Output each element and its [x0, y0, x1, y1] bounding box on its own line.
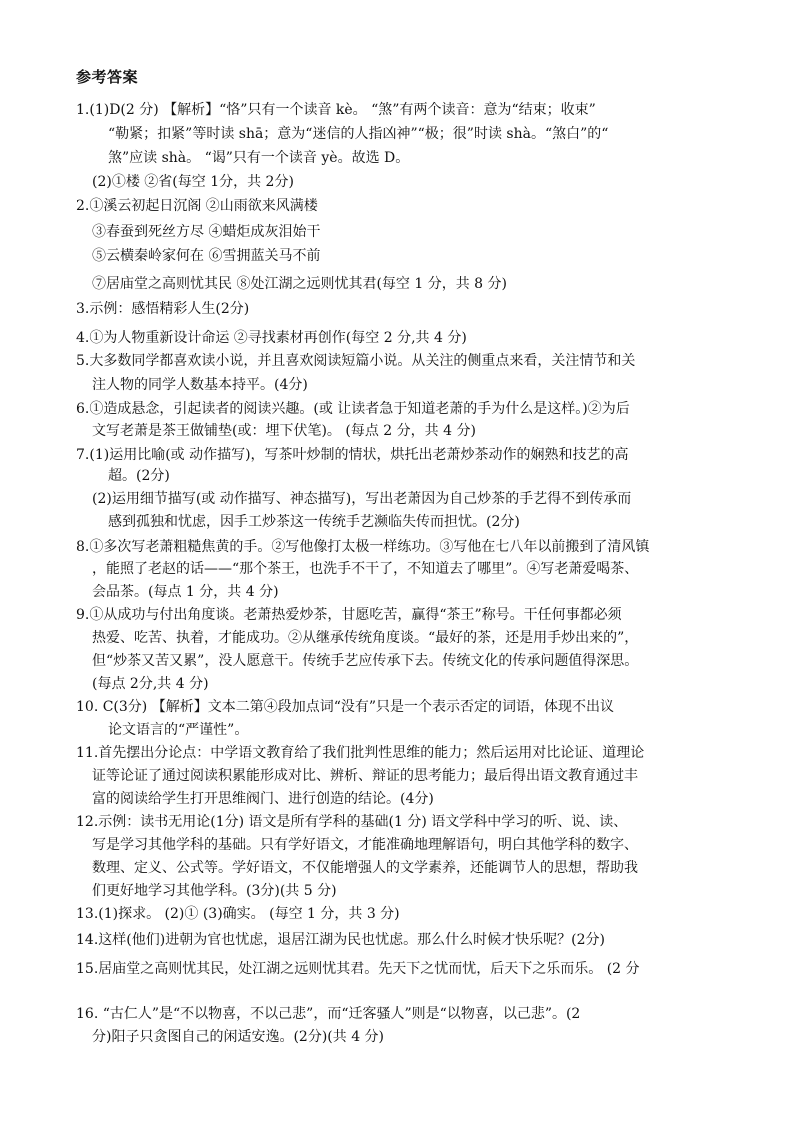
answer-13: 13.(1)探求。 (2)① (3)确实。 (每空 1 分，共 3 分) — [76, 906, 400, 922]
answer-5-line-1: 5.大多数同学都喜欢读小说，并且喜欢阅读短篇小说。从关注的侧重点来看，关注情节和关 — [76, 353, 636, 369]
answer-1-line-2: “勒紧；扣紧”等时读 shā；意为“迷信的人指凶神”“极；很”时读 shà。“煞白”的“ — [108, 126, 609, 142]
answer-2-line-1: 2.①溪云初起日沉阁 ②山雨欲来风满楼 — [76, 198, 318, 214]
answer-7-line-1: 7.(1)运用比喻(或 动作描写)，写茶叶炒制的情状，烘托出老萧炒茶动作的娴熟和技艺的高 — [76, 447, 629, 463]
answer-1-line-4: (2)①楼 ②省(每空 1分，共 2分) — [92, 174, 294, 190]
answer-3: 3.示例：感悟精彩人生(2分) — [76, 301, 250, 317]
answer-1-line-3: 煞”应读 shà。 “谒”只有一个读音 yè。故选 D。 — [108, 150, 410, 166]
answer-2-line-4: ⑦居庙堂之高则忧其民 ⑧处江湖之远则忧其君(每空 1 分，共 8 分) — [92, 276, 507, 292]
answer-8-line-3: 会品茶。(每点 1 分，共 4 分) — [92, 584, 279, 600]
answer-9-line-1: 9.①从成功与付出角度谈。老萧热爱炒茶，甘愿吃苦，赢得“茶王”称号。干任何事都必须 — [76, 607, 622, 623]
answer-12-line-4: 们更好地学习其他学科。(3分)(共 5 分) — [92, 883, 337, 899]
answer-1-line-1: 1.(1)D(2 分) 【解析】“恪”只有一个读音 kè。 “煞”有两个读音：意为“结束；收束” — [76, 102, 596, 118]
answer-11-line-2: 证等论证了通过阅读积累能形成对比、辨析、辩证的思考能力；最后得出语文教育通过丰 — [92, 768, 638, 784]
answer-10-line-2: 论文语言的“严谨性”。 — [108, 722, 249, 738]
answer-12-line-3: 数理、定义、公式等。学好语文，不仅能增强人的文学素养，还能调节人的思想，帮助我 — [92, 860, 638, 876]
answer-7-line-2: 超。(2分) — [108, 468, 170, 484]
answer-2-line-2: ③春蚕到死丝方尽 ④蜡炬成灰泪始干 — [92, 224, 321, 240]
answer-2-line-3: ⑤云横秦岭家何在 ⑥雪拥蓝关马不前 — [92, 248, 321, 264]
answer-6-line-1: 6.①造成悬念，引起读者的阅读兴趣。(或 让读者急于知道老萧的手为什么是这样。)②为后 — [76, 401, 630, 417]
answer-11-line-1: 11.首先摆出分论点：中学语文教育给了我们批判性思维的能力；然后运用对比论证、道理论 — [76, 745, 645, 761]
answer-5-line-2: 注人物的同学人数基本持平。(4分) — [92, 377, 308, 393]
answer-12-line-2: 写是学习其他学科的基础。只有学好语文，才能准确地理解语句，明白其他学科的数字、 — [92, 837, 638, 853]
answer-12-line-1: 12.示例：读书无用论(1分) 语文是所有学科的基础(1 分) 语文学科中学习的听、说、读、 — [76, 814, 628, 830]
answer-8-line-1: 8.①多次写老萧粗糙焦黄的手。②写他像打太极一样练功。③写他在七八年以前搬到了清风镇 — [76, 539, 650, 555]
answer-15: 15.居庙堂之高则忧其民，处江湖之远则忧其君。先天下之忧而忧，后天下之乐而乐。 (2 分 — [76, 961, 640, 977]
answer-8-line-2: ，能照了老赵的话——“那个茶王，也洗手不干了，不知道去了哪里”。④写老萧爱喝茶、 — [92, 561, 639, 577]
answer-14: 14.这样(他们)进朝为官也忧虑，退居江湖为民也忧虑。那么什么时候才快乐呢？(2分) — [76, 932, 606, 948]
answer-11-line-3: 富的阅读给学生打开思维阀门、进行创造的结论。(4分) — [92, 791, 434, 807]
answer-4: 4.①为人物重新设计命运 ②寻找素材再创作(每空 2 分,共 4 分) — [76, 330, 467, 346]
answer-9-line-4: (每点 2分,共 4 分) — [92, 676, 209, 692]
answer-7-line-3: (2)运用细节描写(或 动作描写、神态描写)，写出老萧因为自己炒茶的手艺得不到传承而 — [92, 491, 632, 507]
answer-16-line-2: 分)阳子只贪图自己的闲适安逸。(2分)(共 4 分) — [92, 1029, 385, 1045]
answer-10-line-1: 10. C(3分) 【解析】文本二第④段加点词“没有”只是一个表示否定的词语，体现不出议 — [76, 699, 615, 715]
answer-6-line-2: 文写老萧是茶王做铺垫(或：埋下伏笔)。 (每点 2 分，共 4 分) — [92, 423, 476, 439]
answer-16-line-1: 16. “古仁人”是“不以物喜，不以己悲”，而“迁客骚人”则是“以物喜，以己悲”。(2 — [76, 1006, 581, 1022]
page-title: 参考答案 — [76, 68, 139, 86]
answer-9-line-2: 热爱、吃苦、执着，才能成功。②从继承传统角度谈。“最好的茶，还是用手炒出来的”， — [92, 630, 639, 646]
answer-9-line-3: 但“炒茶又苦又累”，没人愿意干。传统手艺应传承下去。传统文化的传承问题值得深思。 — [92, 653, 639, 669]
answer-7-line-4: 感到孤独和忧虑，因手工炒茶这一传统手艺濒临失传而担忧。(2分) — [108, 514, 520, 530]
